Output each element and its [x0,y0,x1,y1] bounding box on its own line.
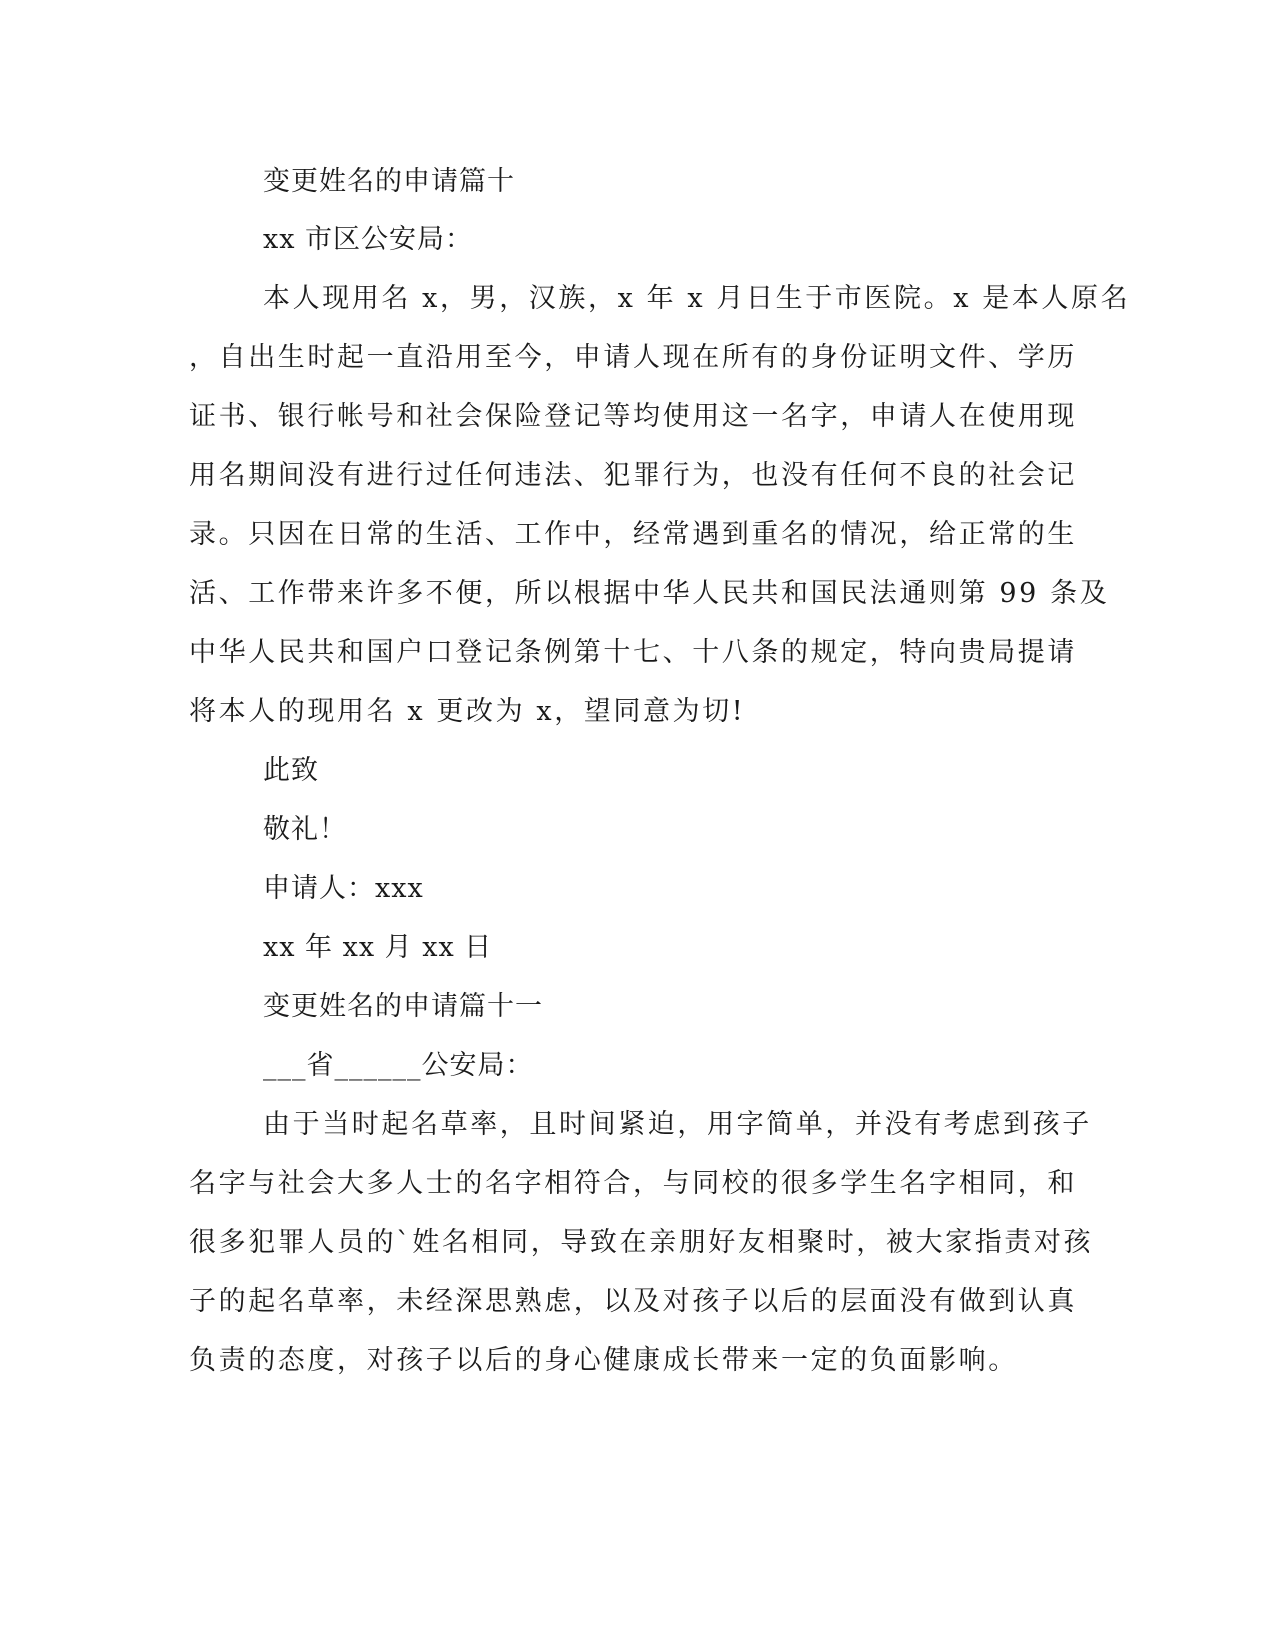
paragraph-line: 将本人的现用名 x 更改为 x，望同意为切! [189,696,746,727]
paragraph-line: 由于当时起名草率，且时间紧迫，用字简单，并没有考虑到孩子 [263,1109,1092,1140]
paragraph-line: 录。只因在日常的生活、工作中，经常遇到重名的情况，给正常的生 [189,519,1077,550]
paragraph-line: 本人现用名 x，男，汉族，x 年 x 月日生于市医院。x 是本人原名 [263,283,1131,314]
paragraph-line: 子的起名草率，未经深思熟虑，以及对孩子以后的层面没有做到认真 [189,1286,1077,1317]
section-title: 变更姓名的申请篇十一 [263,991,543,1022]
paragraph-line: ，自出生时起一直沿用至今，申请人现在所有的身份证明文件、学历 [189,342,1077,373]
paragraph-line: 中华人民共和国户口登记条例第十七、十八条的规定，特向贵局提请 [189,637,1077,668]
date-line: xx 年 xx 月 xx 日 [263,932,493,963]
closing-line: 敬礼！ [263,814,347,845]
paragraph-line: 负责的态度，对孩子以后的身心健康成长带来一定的负面影响。 [189,1345,1018,1376]
paragraph-line: 很多犯罪人员的`姓名相同，导致在亲朋好友相聚时，被大家指责对孩 [189,1227,1094,1258]
addressee: ___省______公安局： [263,1050,534,1081]
signature-line: 申请人：xxx [263,873,424,904]
closing-line: 此致 [263,755,319,786]
paragraph-line: 证书、银行帐号和社会保险登记等均使用这一名字，申请人在使用现 [189,401,1077,432]
addressee: xx 市区公安局： [263,224,474,255]
paragraph-line: 活、工作带来许多不便，所以根据中华人民共和国民法通则第 99 条及 [189,578,1110,609]
paragraph-line: 名字与社会大多人士的名字相符合，与同校的很多学生名字相同，和 [189,1168,1077,1199]
paragraph-line: 用名期间没有进行过任何违法、犯罪行为，也没有任何不良的社会记 [189,460,1077,491]
section-title: 变更姓名的申请篇十 [263,166,515,197]
